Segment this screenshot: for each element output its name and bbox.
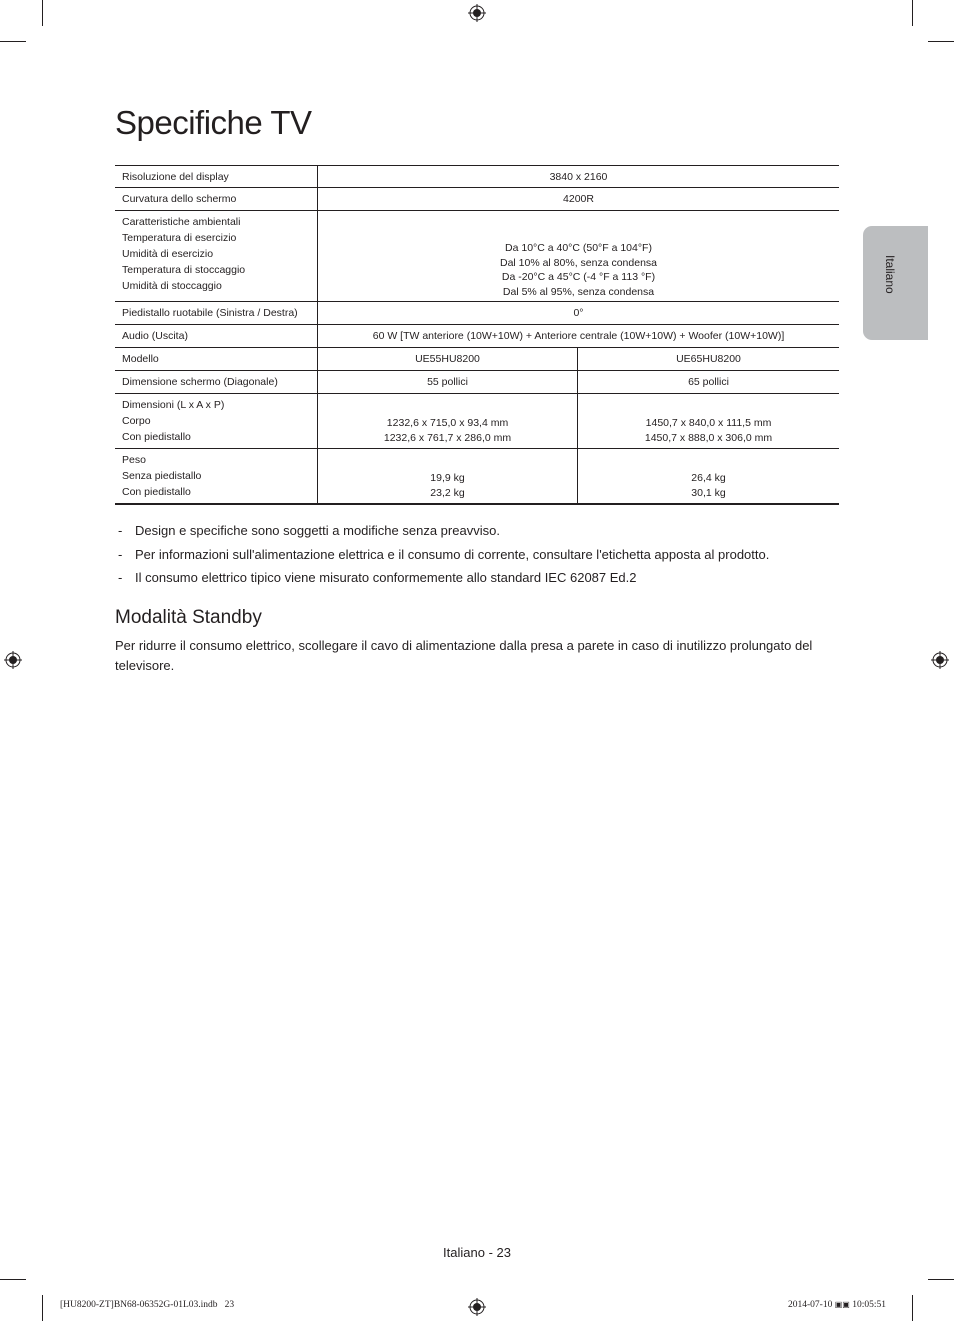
spec-label [115,394,318,449]
spec-value-line: Dal 10% al 80%, senza condensa [499,256,658,269]
side-tab-label: Italiano [883,255,897,294]
spec-value-line: 1232,6 x 715,0 x 93,4 mm [386,417,509,429]
spec-value-model-65: 65 pollici [578,371,840,394]
table-row [115,394,839,449]
footer-timestamp [788,1300,886,1310]
note-marker: - [118,523,123,538]
footer-glyph: ▣▣ [834,1300,850,1309]
registration-mark-icon [468,1298,486,1316]
spec-label-line: Con piedistallo [122,431,191,443]
spec-label: Audio (Uscita) [115,325,318,348]
note-text: Per informazioni sull'alimentazione elettrica e il consumo di corrente, consultare l'etichetta apposta al prodotto. [135,546,770,562]
spec-label [115,211,318,302]
footer-time: 10:05:51 [852,1300,886,1310]
spec-label-line: Con piedistallo [122,486,191,498]
spec-label: Dimensione schermo (Diagonale) [115,371,318,394]
spec-value: 3840 x 2160 [318,166,840,188]
spec-value-line: 1232,6 x 761,7 x 286,0 mm [383,432,512,444]
spec-value-line: 30,1 kg [691,486,726,499]
note-text: Il consumo elettrico tipico viene misurato conformemente allo standard IEC 62087 Ed.2 [135,570,637,585]
spec-label-line: Umidità di stoccaggio [122,280,222,292]
spec-label: Curvatura dello schermo [115,188,318,211]
note-marker: - [118,570,123,585]
spec-value: 60 W [TW anteriore (10W+10W) + Anteriore centrale (10W+10W) + Woofer (10W+10W)] [318,325,840,348]
table-row [115,325,839,348]
spec-label-line: Dimensioni (L x A x P) [122,399,225,411]
spec-value-model-55 [318,449,578,504]
spec-value: 4200R [318,188,840,211]
spec-label-line: Temperatura di stoccaggio [122,264,246,276]
section-heading-standby: Modalità Standby [115,607,262,628]
standby-paragraph: Per ridurre il consumo elettrico, scollegare il cavo di alimentazione dalla presa a parete in caso di inutilizzo prolungato del televisore. [115,638,813,673]
list-item [115,521,835,545]
spec-value-model-55: 55 pollici [318,371,578,394]
table-row [115,449,839,504]
spec-value-line: 19,9 kg [430,471,465,484]
spec-label-line: Corpo [122,415,151,427]
spec-label-line: Umidità di esercizio [122,248,214,260]
spec-table [115,165,839,505]
crop-mark [0,41,26,42]
crop-mark [912,0,913,26]
registration-mark-icon [4,651,22,669]
spec-label: Risoluzione del display [115,166,318,188]
language-side-tab [863,226,928,340]
spec-value-line: 1450,7 x 888,0 x 306,0 mm [644,432,773,444]
spec-value-line: 1450,7 x 840,0 x 111,5 mm [645,417,772,429]
spec-value-model-65 [578,449,840,504]
spec-label-line: Temperatura di esercizio [122,232,237,244]
page-number: Italiano - 23 [443,1245,511,1260]
page-title: Specifiche TV [115,104,312,141]
spec-value-line: 26,4 kg [691,471,726,484]
spec-value-model-55 [318,394,578,449]
spec-value-model-65: UE65HU8200 [578,348,840,371]
table-row [115,188,839,211]
spec-value-line: Da -20°C a 45°C (-4 °F a 113 °F) [501,271,656,283]
crop-mark [912,1295,913,1321]
spec-label-line: Caratteristiche ambientali [122,216,241,228]
notes-list [115,521,835,592]
table-row [115,211,839,302]
registration-mark-icon [931,651,949,669]
list-item [115,568,835,592]
spec-value-line: Da 10°C a 40°C (50°F a 104°F) [505,242,652,254]
crop-mark [42,0,43,26]
spec-label-line: Peso [122,454,146,466]
footer-file-info: [HU8200-ZT]BN68-06352G-01L03.indb 23 [60,1300,235,1310]
list-item [115,545,835,569]
table-row [115,371,839,394]
note-marker: - [118,546,123,562]
crop-mark [928,41,954,42]
spec-label-line: Senza piedistallo [122,470,202,482]
registration-mark-icon [468,4,486,22]
crop-mark [0,1279,26,1280]
spec-label: Piedistallo ruotabile (Sinistra / Destra) [115,302,318,325]
note-text: Design e specifiche sono soggetti a modifiche senza preavviso. [135,523,500,538]
crop-mark [928,1279,954,1280]
spec-value-model-55: UE55HU8200 [318,348,578,371]
table-row [115,166,839,188]
spec-label: Modello [115,348,318,371]
crop-mark [42,1295,43,1321]
spec-value: 0° [318,302,840,325]
spec-value-line: Dal 5% al 95%, senza condensa [502,285,655,298]
table-row [115,348,839,371]
table-row [115,302,839,325]
footer-date: 2014-07-10 [788,1300,833,1310]
spec-value-model-65 [578,394,840,449]
spec-value-line: 23,2 kg [430,486,465,499]
spec-value [318,211,840,302]
spec-label [115,449,318,504]
